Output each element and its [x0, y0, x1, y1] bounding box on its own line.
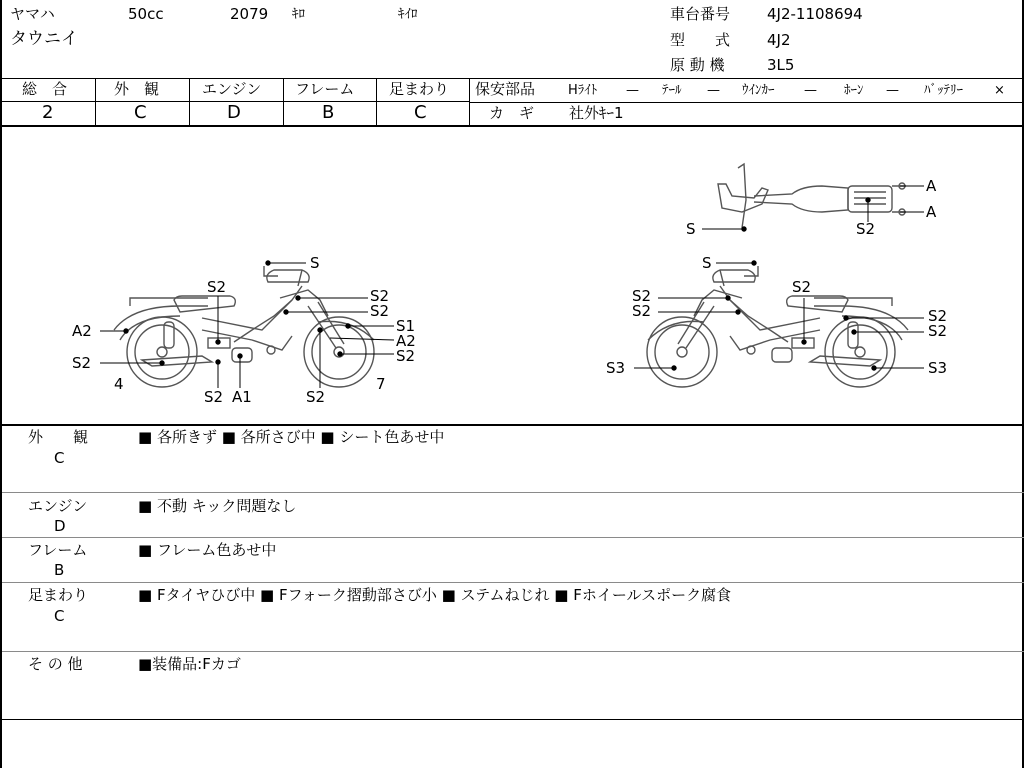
frame-label: フレーム	[295, 80, 355, 98]
mark-top-s2: S2	[856, 220, 876, 238]
mark-left-s1: S1	[396, 317, 416, 335]
mark-top-s: S	[686, 220, 696, 238]
taillight-value: —	[707, 83, 720, 98]
horn-label: ﾎｰﾝ	[844, 83, 864, 98]
remark-frame-text: ■ フレーム色あせ中	[138, 541, 277, 559]
remark-engine-label: エンジン	[28, 497, 88, 515]
mark-left-7: 7	[376, 375, 386, 393]
engine-label: エンジン	[202, 80, 262, 98]
remark-other-label: そ の 他	[28, 655, 83, 673]
remark-exterior-grade: C	[54, 449, 65, 467]
damage-diagram	[2, 126, 1022, 424]
exterior-grade: C	[134, 102, 147, 123]
headlight-value: —	[626, 83, 639, 98]
scooter-right-view	[647, 266, 908, 387]
remark-exterior-label: 外 観	[28, 428, 89, 446]
scooter-top-view	[718, 164, 906, 228]
remark-suspension-grade: C	[54, 607, 65, 625]
remark-engine-text: ■ 不動 キック問題なし	[138, 497, 297, 515]
key-value: 社外ｷｰ1	[569, 104, 624, 122]
type-value: 4J2	[767, 31, 791, 49]
overall-label: 総 合	[22, 80, 68, 98]
mark-right-s2-seat: S2	[792, 278, 812, 296]
mark-top-a-lower: A	[926, 203, 937, 221]
exterior-label: 外 観	[114, 80, 160, 98]
suspension-grade: C	[414, 102, 427, 123]
mark-right-s2-fender: S2	[928, 307, 948, 325]
engine-grade: D	[227, 102, 241, 123]
mileage-unit: ｷﾛ	[292, 7, 305, 22]
divider	[2, 78, 1024, 79]
suspension-label: 足まわり	[389, 80, 450, 98]
frame-grade: B	[322, 102, 335, 123]
mark-left-s: S	[310, 254, 320, 272]
mileage: 2079	[230, 5, 269, 23]
remark-other-text: ■装備品:Fカゴ	[138, 655, 241, 673]
mark-left-s2-seat: S2	[207, 278, 227, 296]
mark-right-s3-rear: S3	[928, 359, 948, 377]
mark-left-s2-body: S2	[370, 302, 390, 320]
mark-right-s2-body: S2	[632, 302, 652, 320]
engine-model-label: 原 動 機	[670, 56, 725, 74]
overall-grade: 2	[42, 102, 54, 123]
battery-label: ﾊﾞｯﾃﾘｰ	[924, 83, 963, 98]
remark-suspension-text: ■ Fタイヤひび中 ■ Fフォーク摺動部さび小 ■ ステムねじれ ■ Fホイールスポーク腐食	[138, 586, 732, 604]
remark-engine-grade: D	[54, 517, 66, 535]
mark-right-s2-shield: S2	[632, 287, 652, 305]
mark-left-s2-bottom: S2	[204, 388, 224, 406]
taillight-label: ﾃｰﾙ	[662, 83, 682, 98]
headlight-label: Hﾗｲﾄ	[568, 83, 598, 98]
type-label: 型 式	[670, 31, 731, 49]
safety-label: 保安部品	[475, 80, 536, 98]
winker-label: ｳｲﾝｶｰ	[742, 83, 775, 98]
mileage-note: ｷｲﾛ	[398, 7, 418, 22]
displacement: 50cc	[128, 5, 164, 23]
remark-frame-label: フレーム	[28, 541, 88, 559]
maker: ヤマハ	[10, 5, 55, 23]
battery-value: ×	[994, 83, 1005, 98]
mark-right-s: S	[702, 254, 712, 272]
mark-left-a1: A1	[232, 388, 252, 406]
mark-left-s2-front: S2	[396, 347, 416, 365]
mark-left-4: 4	[114, 375, 124, 393]
winker-value: —	[804, 83, 817, 98]
mark-left-s2-shield: S2	[370, 287, 390, 305]
mark-right-s3-front: S3	[606, 359, 626, 377]
frame-no-label: 車台番号	[670, 5, 731, 23]
mark-left-a2-rear: A2	[72, 322, 92, 340]
engine-model-value: 3L5	[767, 56, 795, 74]
remark-frame-grade: B	[54, 561, 65, 579]
model-name: タウニイ	[10, 29, 78, 49]
remark-suspension-label: 足まわり	[28, 586, 89, 604]
remark-exterior-text: ■ 各所きず ■ 各所さび中 ■ シート色あせ中	[138, 428, 445, 446]
mark-left-s2-fork: S2	[306, 388, 326, 406]
mark-left-a2-front: A2	[396, 332, 416, 350]
frame-no: 4J2-1108694	[767, 5, 863, 23]
horn-value: —	[886, 83, 899, 98]
mark-right-s2-shock: S2	[928, 322, 948, 340]
key-label: カ ギ	[489, 104, 535, 122]
mark-top-a-upper: A	[926, 177, 937, 195]
scooter-left-view	[114, 266, 374, 387]
mark-left-s2-muffler: S2	[72, 354, 92, 372]
